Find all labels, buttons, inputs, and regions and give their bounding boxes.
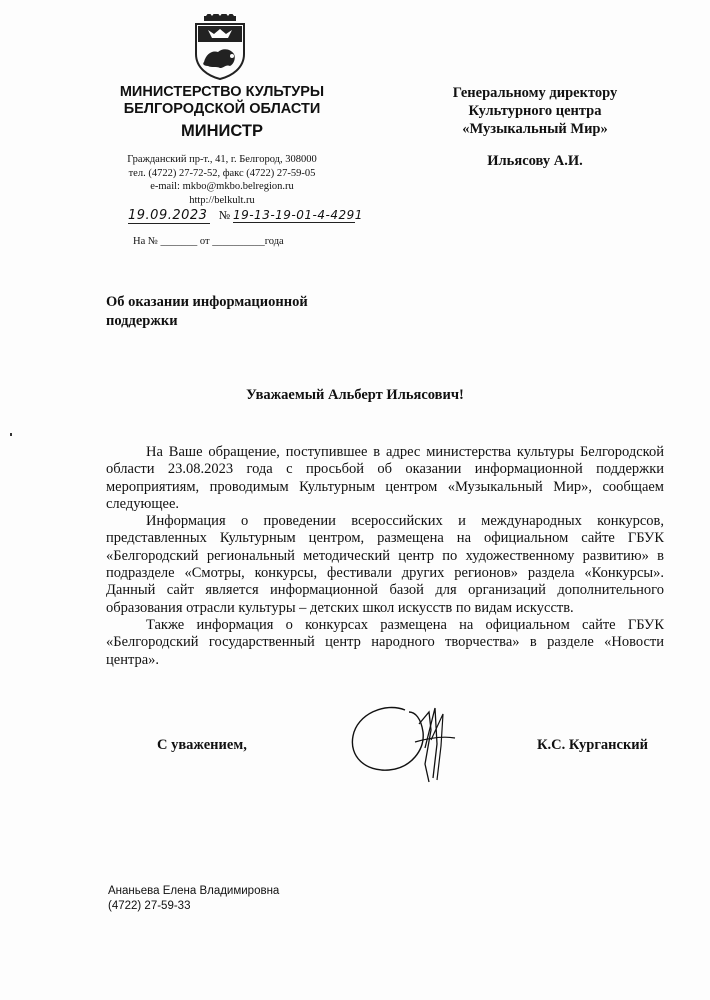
body-paragraph-1: На Ваше обращение, поступившее в адрес министерства культуры Белгородской области 23.08.2023 года с просьбой об оказании информационной поддержки мероприятиям, проводимым Культурным центром «Музыкальный Мир», сообщаем следующее.	[106, 444, 664, 512]
signer-name: К.С. Курганский	[537, 737, 649, 753]
body-paragraph-3: Также информация о конкурсах размещена на официальном сайте ГБУК «Белгородский государственный центр народного творчества» в разделе «Новости центра».	[106, 616, 664, 668]
letter-body	[106, 444, 664, 669]
phone-fax: тел. (4722) 27-72-52, факс (4722) 27-59-05	[128, 167, 316, 179]
subject-line1: Об оказании информационной	[106, 294, 308, 310]
registration-line	[128, 208, 363, 224]
ministry-name-line1: МИНИСТЕРСТВО КУЛЬТУРЫ	[119, 84, 325, 100]
subject-line2: поддержки	[106, 313, 178, 329]
body-paragraph-2: Информация о проведении всероссийских и международных конкурсов, представленных Культурным центром, размещена на официальном сайте ГБУК «Белгородский региональный методический центр по художественному развитию» в подразделе «Смотры, конкурсы, фестивали других регионов» раздела «Конкурсы». Данный сайт является информационной базой для организаций дополнительного образования отрасли культуры – детских школ искусств по видам искусств.	[106, 513, 664, 616]
website: http://belkult.ru	[189, 194, 255, 206]
number-sign: №	[218, 208, 231, 222]
registration-date: 19.09.2023	[128, 208, 210, 224]
scan-speck	[10, 433, 12, 436]
ministry-name-line2: БЕЛГОРОДСКОЙ ОБЛАСТИ	[123, 101, 321, 117]
closing-phrase: С уважением,	[157, 737, 247, 753]
reply-reference-line: На № _______ от __________года	[133, 236, 284, 247]
signature-icon	[345, 700, 470, 785]
executor-phone: (4722) 27-59-33	[108, 900, 191, 912]
coat-of-arms-icon	[190, 14, 250, 80]
recipient-line3: «Музыкальный Мир»	[462, 121, 608, 137]
greeting: Уважаемый Альберт Ильясович!	[246, 387, 464, 403]
contact-block	[100, 153, 344, 207]
subject	[106, 293, 376, 331]
registration-number: 19-13-19-01-4-4291	[232, 208, 363, 222]
email: e-mail: mkbo@mkbo.belregion.ru	[150, 181, 294, 192]
position-title: МИНИСТР	[181, 122, 263, 140]
executor-block	[108, 884, 279, 914]
address: Гражданский пр-т., 41, г. Белгород, 308000	[127, 154, 317, 165]
recipient-line2: Культурного центра	[468, 103, 602, 119]
executor-name: Ананьева Елена Владимировна	[108, 885, 280, 897]
recipient-line1: Генеральному директору	[452, 85, 618, 101]
recipient-block	[413, 84, 657, 138]
ministry-name	[100, 84, 344, 118]
recipient-name: Ильясову А.И.	[487, 153, 583, 169]
